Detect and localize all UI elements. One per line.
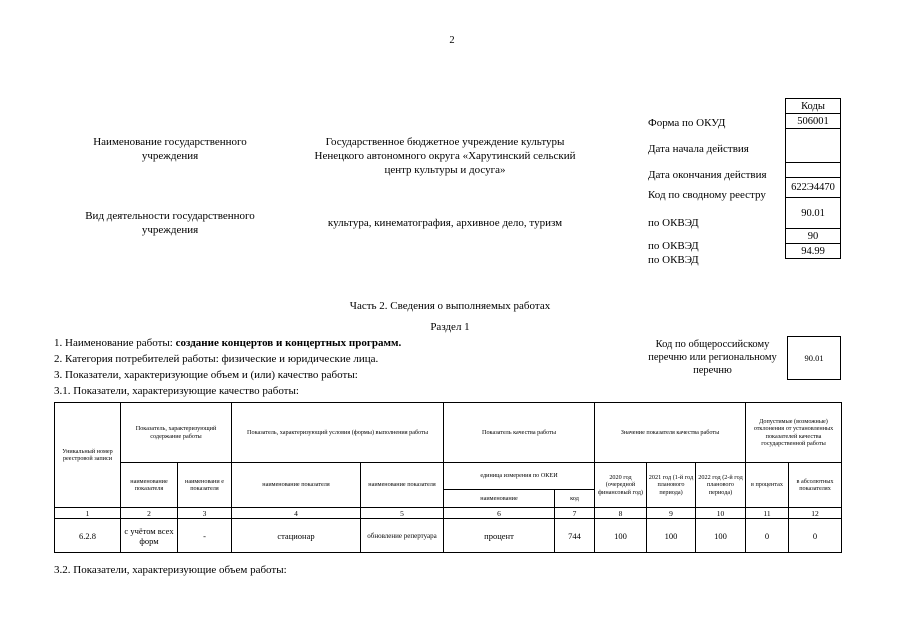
section-title: Раздел 1 bbox=[430, 321, 470, 333]
col-number: 7 bbox=[555, 508, 595, 519]
consumer-category: 2. Категория потребителей работы: физические и юридические лица. bbox=[54, 353, 379, 365]
col-number: 11 bbox=[746, 508, 789, 519]
cell-deviation-percent: 0 bbox=[746, 519, 789, 553]
cell-unit-name: процент bbox=[444, 519, 555, 553]
cell-condition-indicator-2: обновление репертуара bbox=[361, 519, 444, 553]
th-unit: единица измерения по ОКЕИ bbox=[444, 463, 595, 490]
activity-label-line-1: Вид деятельности государственного bbox=[85, 210, 255, 222]
col-number: 12 bbox=[789, 508, 842, 519]
th-deviation: Допустимые (возможные) отклонения от установленных показателей качества государственной работы bbox=[746, 403, 842, 463]
th-year-2020: 2020 год (очередной финансовый год) bbox=[595, 463, 647, 508]
okved-label-2: по ОКВЭД bbox=[648, 240, 699, 252]
cell-value-2021: 100 bbox=[647, 519, 696, 553]
institution-name-label bbox=[60, 135, 280, 163]
cell-value-2020: 100 bbox=[595, 519, 647, 553]
col-number: 5 bbox=[361, 508, 444, 519]
activity-label-line-2: учреждения bbox=[141, 224, 199, 236]
institution-name-line-1: Государственное бюджетное учреждение культуры bbox=[325, 136, 565, 148]
institution-name bbox=[290, 135, 600, 177]
col-number: 2 bbox=[121, 508, 178, 519]
okved-box-value: 90.01 bbox=[787, 336, 841, 380]
quality-indicators-heading: 3.1. Показатели, характеризующие качество работы: bbox=[54, 385, 299, 397]
okved-code-3: 94.99 bbox=[786, 244, 841, 259]
institution-name-line-2: Ненецкого автономного округа «Харутинский сельский bbox=[314, 150, 576, 162]
col-number: 4 bbox=[232, 508, 361, 519]
col-number: 3 bbox=[178, 508, 232, 519]
work-name bbox=[54, 336, 401, 350]
volume-indicators-heading: 3.2. Показатели, характеризующие объем работы: bbox=[54, 564, 287, 576]
work-name-label: 1. Наименование работы: bbox=[54, 337, 176, 349]
okved-label-3: по ОКВЭД bbox=[648, 254, 699, 266]
quality-table bbox=[54, 402, 842, 553]
th-unit-name: наименование bbox=[444, 490, 555, 508]
okved-box-label-line-2: перечню или региональному bbox=[648, 352, 777, 363]
cell-unique-number: 6.2.8 bbox=[55, 519, 121, 553]
col-number: 1 bbox=[55, 508, 121, 519]
work-name-value: создание концертов и концертных программ. bbox=[175, 337, 402, 349]
th-quality: Показатель качества работы bbox=[444, 403, 595, 463]
end-date-label: Дата окончания действия bbox=[648, 169, 767, 181]
registry-label: Код по сводному реестру bbox=[648, 189, 766, 201]
th-unit-code: код bbox=[555, 490, 595, 508]
cell-deviation-absolute: 0 bbox=[789, 519, 842, 553]
activity-value: культура, кинематография, архивное дело, туризм bbox=[327, 217, 563, 229]
th-conditions: Показатель, характеризующий условия (формы) выполнения работы bbox=[232, 403, 444, 463]
th-ind-name-2: наименовани е показателя bbox=[178, 463, 232, 508]
okved-label-1: по ОКВЭД bbox=[648, 217, 699, 229]
start-date-code bbox=[786, 129, 841, 163]
institution-name-label-line-1: Наименование государственного bbox=[93, 136, 247, 148]
th-content: Показатель, характеризующий содержание работы bbox=[121, 403, 232, 463]
th-year-2022: 2022 год (2-й год планового периода) bbox=[696, 463, 746, 508]
page-number: 2 bbox=[449, 35, 455, 46]
th-ind-name-1: наименование показателя bbox=[121, 463, 178, 508]
institution-name-label-line-2: учреждения bbox=[141, 150, 199, 162]
okved-box-label bbox=[640, 338, 785, 377]
okud-code: 506001 bbox=[786, 114, 841, 129]
indicators-heading: 3. Показатели, характеризующие объем и (или) качество работы: bbox=[54, 369, 358, 381]
institution-name-line-3: центр культуры и досуга» bbox=[384, 164, 506, 176]
cell-condition-indicator: стационар bbox=[232, 519, 361, 553]
cell-content-indicator: с учётом всех форм bbox=[121, 519, 178, 553]
activity-label bbox=[60, 209, 280, 237]
codes-header: Коды bbox=[786, 99, 841, 114]
th-ind-name-3: наименование показателя bbox=[232, 463, 361, 508]
okved-box-label-line-3: перечню bbox=[693, 365, 732, 376]
th-percent: в процентах bbox=[746, 463, 789, 508]
okved-code-1: 90.01 bbox=[786, 198, 841, 229]
th-year-2021: 2021 год (1-й год планового периода) bbox=[647, 463, 696, 508]
cell-content-indicator-2: - bbox=[178, 519, 232, 553]
col-number: 6 bbox=[444, 508, 555, 519]
col-number: 8 bbox=[595, 508, 647, 519]
end-date-code bbox=[786, 163, 841, 178]
th-value: Значение показателя качества работы bbox=[595, 403, 746, 463]
codes-table bbox=[785, 98, 841, 259]
part-title: Часть 2. Сведения о выполняемых работах bbox=[349, 300, 551, 312]
okved-code-2: 90 bbox=[786, 229, 841, 244]
cell-value-2022: 100 bbox=[696, 519, 746, 553]
col-number: 10 bbox=[696, 508, 746, 519]
th-absolute: в абсолютных показателях bbox=[789, 463, 842, 508]
registry-code: 622Э4470 bbox=[786, 178, 841, 198]
start-date-label: Дата начала действия bbox=[648, 143, 749, 155]
okved-box-label-line-1: Код по общероссийскому bbox=[655, 339, 770, 350]
col-number: 9 bbox=[647, 508, 696, 519]
okud-label: Форма по ОКУД bbox=[648, 117, 726, 129]
th-unique-number: Уникальный номер реестровой записи bbox=[55, 403, 121, 508]
th-ind-name-4: наименование показателя bbox=[361, 463, 444, 508]
cell-unit-code: 744 bbox=[555, 519, 595, 553]
